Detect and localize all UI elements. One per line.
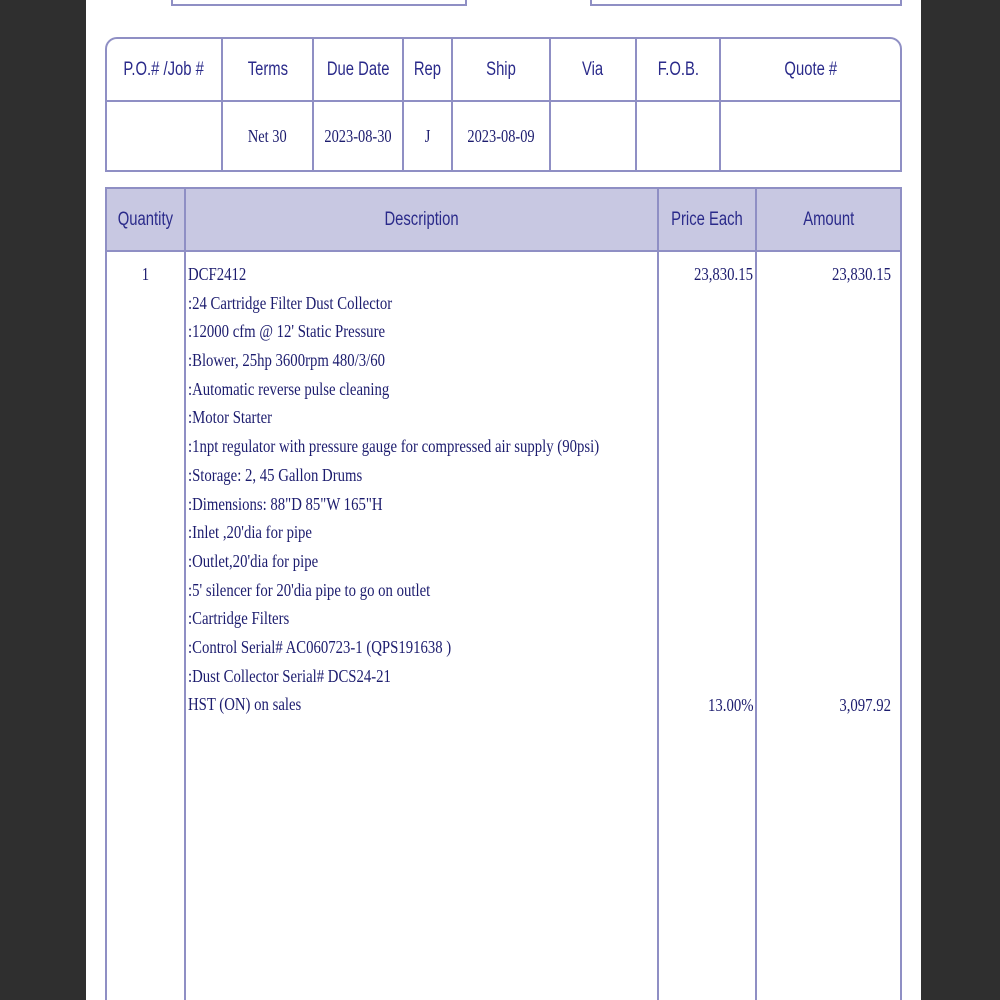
header-description: Description <box>184 189 657 250</box>
tax-amount: 3,097.92 <box>839 694 891 715</box>
header-rep: Rep <box>402 39 451 100</box>
item-price-each: 23,830.15 <box>693 264 753 284</box>
item-description-cell <box>188 260 648 719</box>
header-fob: F.O.B. <box>635 39 719 100</box>
terms-header-row <box>107 39 900 102</box>
price-column-divider <box>657 189 659 1000</box>
description-line: :Blower, 25hp 3600rpm 480/3/60 <box>188 350 386 371</box>
line-items-table <box>105 187 902 1000</box>
description-line: :Inlet ,20'dia for pipe <box>188 522 312 543</box>
header-quantity: Quantity <box>117 208 174 230</box>
description-line: :Dimensions: 88"D 85"W 165"H <box>188 493 383 514</box>
header-price-each: Price Each <box>657 189 755 250</box>
header-terms: Terms <box>221 39 312 100</box>
description-line: :Outlet,20'dia for pipe <box>188 550 319 571</box>
amount-column-divider <box>755 189 757 1000</box>
description-line: :Storage: 2, 45 Gallon Drums <box>188 464 363 485</box>
header-po-job: P.O.# /Job # <box>123 58 205 80</box>
description-line: :Dust Collector Serial# DCS24-21 <box>188 665 391 686</box>
ship-to-box-bottom <box>590 0 902 6</box>
description-line: :24 Cartridge Filter Dust Collector <box>188 292 393 313</box>
description-line: :12000 cfm @ 12' Static Pressure <box>188 321 386 342</box>
item-amount: 23,830.15 <box>831 264 891 284</box>
value-rep: J <box>402 102 451 170</box>
header-ship: Ship <box>451 39 549 100</box>
value-via <box>549 102 635 170</box>
header-quote: Quote # <box>719 39 900 100</box>
value-po-job <box>107 102 221 170</box>
items-header-row <box>107 189 900 252</box>
tax-rate: 13.00% <box>707 694 753 715</box>
header-due-date: Due Date <box>312 39 402 100</box>
description-line: :1npt regulator with pressure gauge for compressed air supply (90psi) <box>188 436 600 457</box>
description-line: DCF2412 <box>188 264 247 284</box>
description-line: :Automatic reverse pulse cleaning <box>188 378 390 399</box>
value-due-date: 2023-08-30 <box>312 102 402 170</box>
description-line: :Cartridge Filters <box>188 608 290 629</box>
description-line: :Motor Starter <box>188 407 273 428</box>
description-line: :5' silencer for 20'dia pipe to go on outlet <box>188 579 431 600</box>
value-terms: Net 30 <box>221 102 312 170</box>
bill-to-box-bottom <box>171 0 467 6</box>
description-column-divider <box>184 189 186 1000</box>
header-amount: Amount <box>755 189 900 250</box>
header-via: Via <box>549 39 635 100</box>
value-fob <box>635 102 719 170</box>
tax-description: HST (ON) on sales <box>188 694 302 715</box>
value-quote <box>719 102 900 170</box>
value-ship: 2023-08-09 <box>451 102 549 170</box>
invoice-page <box>86 0 921 1000</box>
description-line: :Control Serial# AC060723-1 (QPS191638 ) <box>188 636 452 657</box>
item-quantity: 1 <box>141 264 150 284</box>
terms-value-row <box>107 102 900 170</box>
item-quantity-cell <box>107 260 184 289</box>
terms-table <box>105 37 902 172</box>
